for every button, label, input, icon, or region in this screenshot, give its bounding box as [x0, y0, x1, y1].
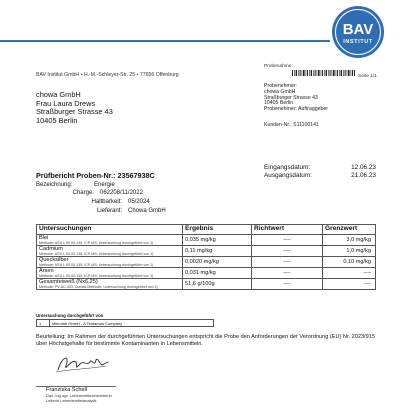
- signer-name: Franziska Schell: [46, 387, 88, 393]
- dates-block: [264, 164, 376, 180]
- field-row: [36, 189, 143, 197]
- field-row: [36, 181, 143, 189]
- signer-role: [46, 394, 112, 403]
- richtwert-cell: ----: [252, 257, 323, 268]
- field-label: Haltbarkeit:: [91, 199, 122, 205]
- signer-role-line: Dipl.-Ing.agr. Lebensmittelchemikerin: [46, 393, 112, 398]
- grenzwert-cell: ----: [323, 268, 376, 279]
- field-value: Chowa GmbH: [128, 207, 166, 214]
- grenzwert-cell: 1,0 mg/kg: [323, 246, 376, 257]
- bav-institut-logo: [330, 4, 386, 60]
- address-line: Straßburger Strasse 43: [36, 107, 113, 117]
- grenzwert-cell: ----: [323, 279, 376, 290]
- address-line: Frau Laura Drews: [36, 98, 96, 108]
- test-name: Gesamteiweiß (Nx6,25): [39, 279, 98, 285]
- date-label: Ausgangsdatum:: [264, 172, 312, 179]
- table-header-row: [37, 225, 376, 235]
- test-name-cell: [37, 235, 183, 246]
- test-name: Arsen: [39, 268, 54, 274]
- field-value: Energie: [94, 182, 115, 188]
- richtwert-cell: ----: [252, 246, 323, 257]
- sample-label: Probenahme:: [264, 64, 293, 69]
- address-line: chowa GmbH: [36, 90, 81, 99]
- test-name-cell: [37, 257, 183, 268]
- test-name-cell: [37, 279, 183, 290]
- page-number: Seite 1/1: [358, 74, 377, 79]
- logo-text-main: BAV: [342, 21, 374, 38]
- table-row: [37, 268, 376, 279]
- test-method: Methode: ASU L 00.00-135, ICP-MS; Untersuchung durchgeführt von 1): [39, 241, 154, 245]
- sampler-line: Probenehmer: Auftraggeber: [264, 106, 329, 113]
- result-cell: 0,035 mg/kg: [183, 235, 252, 246]
- field-row: [36, 198, 166, 207]
- date-value: 12.06.23: [351, 164, 376, 171]
- sender-line: BAV Institut GmbH • H.-M.-Schleyer-Str. 25 • 77656 Offenburg: [36, 72, 179, 78]
- result-cell: 0,0020 mg/kg: [183, 257, 252, 268]
- field-label: Lieferant:: [96, 207, 122, 214]
- lab-number: 1: [37, 320, 50, 327]
- table-row: [37, 279, 376, 290]
- grenzwert-cell: 3,0 mg/kg: [323, 235, 376, 246]
- methods-table: [36, 319, 214, 327]
- header-rule: [0, 40, 330, 42]
- test-name: Cadmium: [39, 246, 63, 252]
- column-header: Untersuchungen: [37, 225, 183, 235]
- address-line: 10405 Berlin: [36, 115, 78, 125]
- recipient-address: [36, 91, 113, 125]
- result-cell: 51,6 g/100g: [183, 279, 252, 290]
- table-row: [37, 235, 376, 246]
- sampler-line: chowa GmbH: [264, 88, 296, 95]
- test-name-cell: [37, 268, 183, 279]
- signature-image: [52, 352, 112, 376]
- customer-number: Kunden-Nr.: S11100141: [264, 122, 319, 128]
- field-value: 05/2024: [128, 199, 150, 205]
- date-value: 21.06.23: [351, 172, 376, 179]
- test-name: Blei: [39, 235, 49, 241]
- test-name: Quecksilber: [39, 257, 69, 263]
- methods-title: Untersuchung durchgeführt von: [36, 313, 104, 318]
- field-label: Charge:: [72, 190, 94, 197]
- assessment-text: Beurteilung: Im Rahmen der durchgeführten Untersuchungen entspricht die Probe den Anforderungen der Verordnung (EU) Nr. 2023/915 über Höchstgehalte für bestimmte Kontaminanten in Lebensmitteln.: [36, 334, 375, 347]
- test-method: Methode: ASU L 00.00-135, ICP-MS; Untersuchung durchgeführt von 1): [39, 263, 154, 267]
- richtwert-cell: ----: [252, 268, 323, 279]
- sampler-block: [264, 84, 328, 113]
- table-row: [37, 257, 376, 268]
- sampler-line: Probenehmer:: [264, 83, 297, 89]
- date-label: Eingangsdatum:: [264, 164, 311, 171]
- barcode-icon: [292, 70, 356, 76]
- column-header: Ergebnis: [183, 225, 252, 235]
- column-header: Grenzwert: [323, 225, 376, 235]
- signer-role-line: Leiterin Lebensmittelanalytik: [46, 397, 97, 403]
- sampler-line: Straßburger Strasse 43: [264, 94, 318, 101]
- grenzwert-cell: 0,10 mg/kg: [323, 257, 376, 268]
- report-title: Prüfbericht Proben-Nr.: 23567938C: [36, 171, 155, 180]
- field-label: Bezeichnung:: [36, 182, 73, 188]
- lab-name: Mikrolab GmbH - A Tentamus Company: [50, 320, 214, 327]
- test-method: Methode: ASU L 00.00-135, ICP-MS; Untersuchung durchgeführt von 1): [39, 252, 154, 256]
- test-method: Methode: PV-AC-003, Dumas Methode; Untersuchung durchgeführt von 1): [39, 285, 158, 289]
- date-row: [264, 172, 376, 180]
- sampler-line: 10405 Berlin: [264, 100, 294, 107]
- test-name-cell: [37, 246, 183, 257]
- richtwert-cell: ----: [252, 235, 323, 246]
- logo-text-sub: INSTITUT: [343, 39, 373, 45]
- date-row: [264, 164, 376, 172]
- table-row: [37, 246, 376, 257]
- result-cell: 0,031 mg/kg: [183, 268, 252, 279]
- column-header: Richtwert: [252, 225, 323, 235]
- test-method: Methode: ASU L 00.00-135, ICP-MS; Untersuchung durchgeführt von 1): [39, 274, 154, 278]
- results-table: [36, 224, 376, 290]
- field-value: 062208/11/2022: [100, 190, 143, 197]
- sample-fields-2: [36, 198, 166, 215]
- field-row: [36, 207, 166, 216]
- result-cell: 0,11 mg/kg: [183, 246, 252, 257]
- table-row: [37, 320, 214, 327]
- sample-fields: [36, 181, 143, 198]
- richtwert-cell: ----: [252, 279, 323, 290]
